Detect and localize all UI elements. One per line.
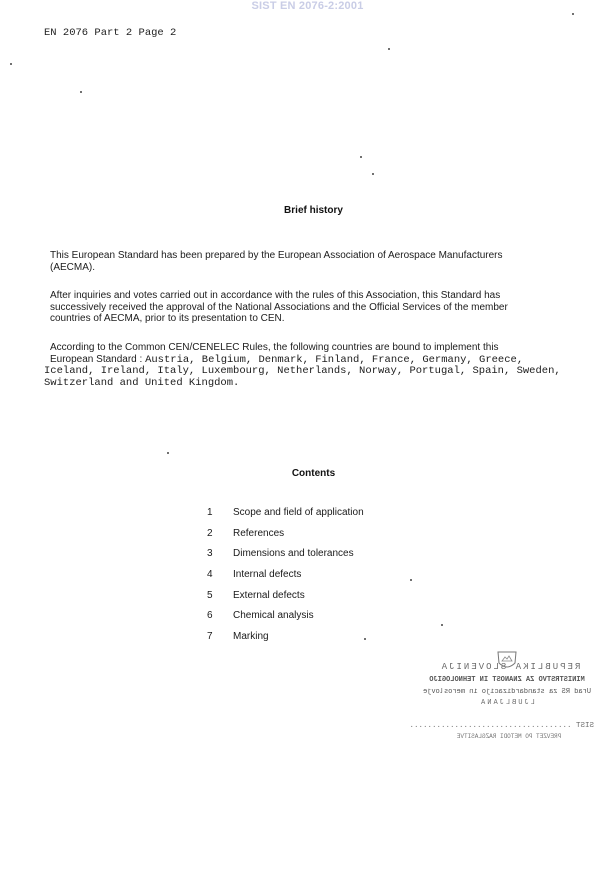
- toc-label: External defects: [233, 590, 305, 601]
- text-line: This European Standard has been prepared by the European Association of Aerospace Manufacturers: [50, 250, 503, 261]
- stamp-line: Urad RS za standardizacijo in meroslovje: [422, 688, 592, 696]
- page-header: EN 2076 Part 2 Page 2: [44, 27, 177, 39]
- scan-speck: [410, 579, 412, 581]
- countries-list: Iceland, Ireland, Italy, Luxembourg, Netherlands, Norway, Portugal, Spain, Sweden,: [44, 365, 561, 377]
- scan-speck: [10, 63, 12, 65]
- paragraph-approval: [50, 290, 555, 325]
- text-span: European Standard :: [50, 353, 146, 365]
- text-line: According to the Common CEN/CENELEC Rules, the following countries are bound to implement this: [50, 342, 499, 353]
- text-line: countries of AECMA, prior to its presentation to CEN.: [50, 313, 285, 324]
- brief-history-title: Brief history: [284, 205, 343, 216]
- stamp-line: MINISTRSTVO ZA ZNANOST IN TEHNOLOGIJO: [429, 676, 585, 684]
- paragraph-countries: [44, 342, 564, 389]
- toc-label: References: [233, 528, 285, 539]
- toc-number: 4: [207, 569, 213, 580]
- document-watermark: SIST EN 2076-2:2001: [251, 0, 364, 12]
- toc-label: Marking: [233, 631, 269, 642]
- stamp-line: PREVZET PO METODI RAZGLASITVE: [456, 733, 562, 740]
- toc-number: 2: [207, 528, 213, 539]
- scan-speck: [80, 91, 82, 93]
- scan-speck: [388, 48, 390, 50]
- official-stamp: [409, 650, 596, 745]
- text-line: successively received the approval of the National Associations and the Official Services of the member: [50, 301, 508, 313]
- toc-number: 6: [207, 610, 213, 621]
- scan-speck: [372, 173, 374, 175]
- toc-number: 1: [207, 507, 213, 518]
- scan-speck: [572, 13, 574, 15]
- text-line: (AECMA).: [50, 261, 95, 273]
- toc-number: 3: [207, 548, 213, 559]
- scan-speck: [360, 156, 362, 158]
- toc-label: Chemical analysis: [233, 610, 314, 621]
- toc-number: 5: [207, 590, 213, 601]
- text-line: After inquiries and votes carried out in accordance with the rules of this Association, this Standard has: [50, 290, 501, 301]
- toc-number: 7: [207, 631, 213, 642]
- stamp-line: REPUBLIKA SLOVENIJA: [439, 662, 581, 672]
- contents-title: Contents: [291, 468, 336, 479]
- scan-speck: [167, 452, 169, 454]
- scan-speck: [441, 624, 443, 626]
- scan-speck: [364, 638, 366, 640]
- stamp-line: SIST ....................................: [409, 722, 594, 730]
- toc-label: Scope and field of application: [233, 507, 364, 518]
- paragraph-intro: [50, 250, 555, 273]
- toc-label: Internal defects: [233, 569, 302, 580]
- stamp-line: LJUBLJANA: [479, 699, 535, 707]
- countries-list: Austria, Belgium, Denmark, Finland, France, Germany, Greece,: [145, 353, 524, 366]
- toc-label: Dimensions and tolerances: [233, 548, 354, 559]
- countries-list: Switzerland and United Kingdom.: [44, 376, 240, 389]
